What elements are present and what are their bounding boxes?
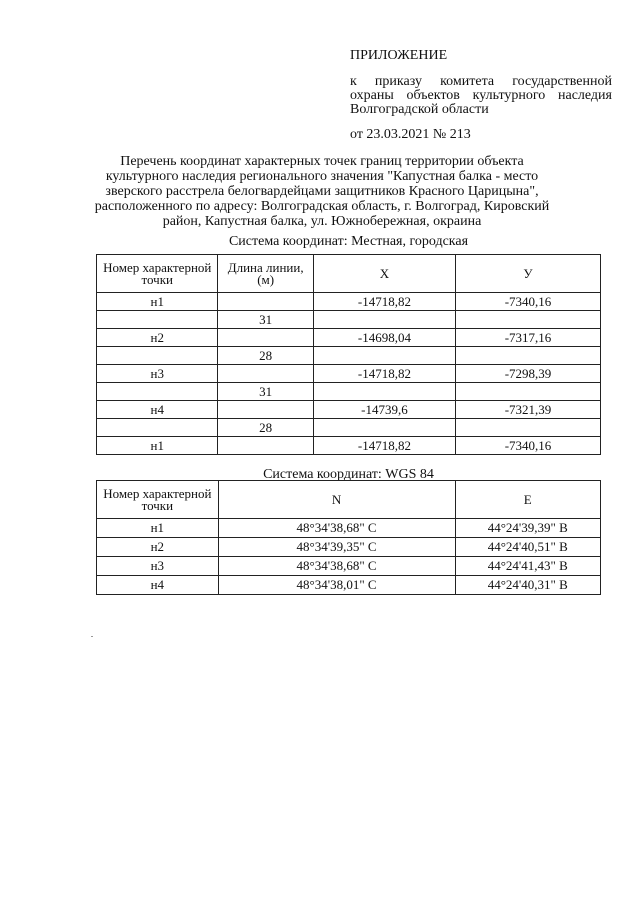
cell-length: 31 xyxy=(218,383,313,401)
table-row xyxy=(97,365,601,383)
cell-point: н2 xyxy=(97,329,218,347)
table-row xyxy=(97,311,601,329)
local-coordinates-table xyxy=(96,254,601,455)
cell-n: 48°34'38,01" С xyxy=(218,576,455,595)
cell-y xyxy=(455,419,600,437)
cell-point: н4 xyxy=(97,401,218,419)
header-point: Номер характерной точки xyxy=(97,255,218,293)
header-length: Длина линии, (м) xyxy=(218,255,313,293)
cell-length: 31 xyxy=(218,311,313,329)
appendix-title: ПРИЛОЖЕНИЕ xyxy=(350,48,448,63)
cell-point xyxy=(97,347,218,365)
cell-y: -7321,39 xyxy=(455,401,600,419)
cell-e: 44°24'40,31" В xyxy=(455,576,601,595)
table-row xyxy=(97,401,601,419)
cell-point: н3 xyxy=(97,365,218,383)
appendix-block xyxy=(350,49,612,142)
header-x: X xyxy=(313,255,455,293)
cell-point: н2 xyxy=(97,538,219,557)
table-row xyxy=(97,538,601,557)
table-row xyxy=(97,347,601,365)
table-row xyxy=(97,519,601,538)
cell-y xyxy=(455,311,600,329)
cell-point: н3 xyxy=(97,557,219,576)
cell-point: н4 xyxy=(97,576,219,595)
cell-x: -14698,04 xyxy=(313,329,455,347)
cell-x xyxy=(313,311,455,329)
cell-x: -14718,82 xyxy=(313,293,455,311)
table2-caption: Система координат: WGS 84 xyxy=(263,467,434,482)
appendix-order-reference: к приказу комитета государственной охраны объектов культурного наследия Волгоградской области xyxy=(350,74,612,117)
cell-x xyxy=(313,419,455,437)
cell-point xyxy=(97,419,218,437)
cell-x: -14739,6 xyxy=(313,401,455,419)
cell-length: 28 xyxy=(218,347,313,365)
cell-e: 44°24'41,43" В xyxy=(455,557,601,576)
cell-point: н1 xyxy=(97,293,218,311)
scan-speck xyxy=(91,636,93,637)
appendix-date: от 23.03.2021 № 213 xyxy=(350,127,471,142)
cell-e: 44°24'40,51" В xyxy=(455,538,601,557)
cell-n: 48°34'38,68" С xyxy=(218,519,455,538)
cell-x: -14718,82 xyxy=(313,365,455,383)
cell-y: -7340,16 xyxy=(455,293,600,311)
cell-x: -14718,82 xyxy=(313,437,455,455)
cell-y: -7340,16 xyxy=(455,437,600,455)
table-row xyxy=(97,557,601,576)
cell-x xyxy=(313,347,455,365)
header-n: N xyxy=(218,481,455,519)
cell-length xyxy=(218,365,313,383)
table-row xyxy=(97,329,601,347)
table1-caption: Система координат: Местная, городская xyxy=(228,234,469,249)
cell-length xyxy=(218,293,313,311)
table-row xyxy=(97,383,601,401)
header-y: У xyxy=(455,255,600,293)
table-header-row xyxy=(97,481,601,519)
document-heading: Перечень координат характерных точек границ территории объекта культурного наследия регионального значения "Капустная балка - место зверского расстрела белогвардейцами защитников Красного Царицына", расположенного по адресу: Волгоградская область, г. Волгоград, Кировский район, Капустная балка, ул. Южнобережная, окраина xyxy=(94,154,550,229)
header-point: Номер характерной точки xyxy=(97,481,219,519)
cell-length xyxy=(218,437,313,455)
cell-y: -7317,16 xyxy=(455,329,600,347)
table-header-row xyxy=(97,255,601,293)
cell-x xyxy=(313,383,455,401)
cell-y: -7298,39 xyxy=(455,365,600,383)
cell-point xyxy=(97,311,218,329)
table-row xyxy=(97,419,601,437)
cell-e: 44°24'39,39" В xyxy=(455,519,601,538)
cell-point xyxy=(97,383,218,401)
cell-n: 48°34'38,68" С xyxy=(218,557,455,576)
wgs84-coordinates-table xyxy=(96,480,601,595)
table-row xyxy=(97,293,601,311)
table-row xyxy=(97,576,601,595)
header-e: E xyxy=(455,481,601,519)
cell-length: 28 xyxy=(218,419,313,437)
cell-n: 48°34'39,35" С xyxy=(218,538,455,557)
cell-y xyxy=(455,383,600,401)
cell-length xyxy=(218,329,313,347)
cell-length xyxy=(218,401,313,419)
cell-point: н1 xyxy=(97,437,218,455)
cell-point: н1 xyxy=(97,519,219,538)
cell-y xyxy=(455,347,600,365)
table-row xyxy=(97,437,601,455)
